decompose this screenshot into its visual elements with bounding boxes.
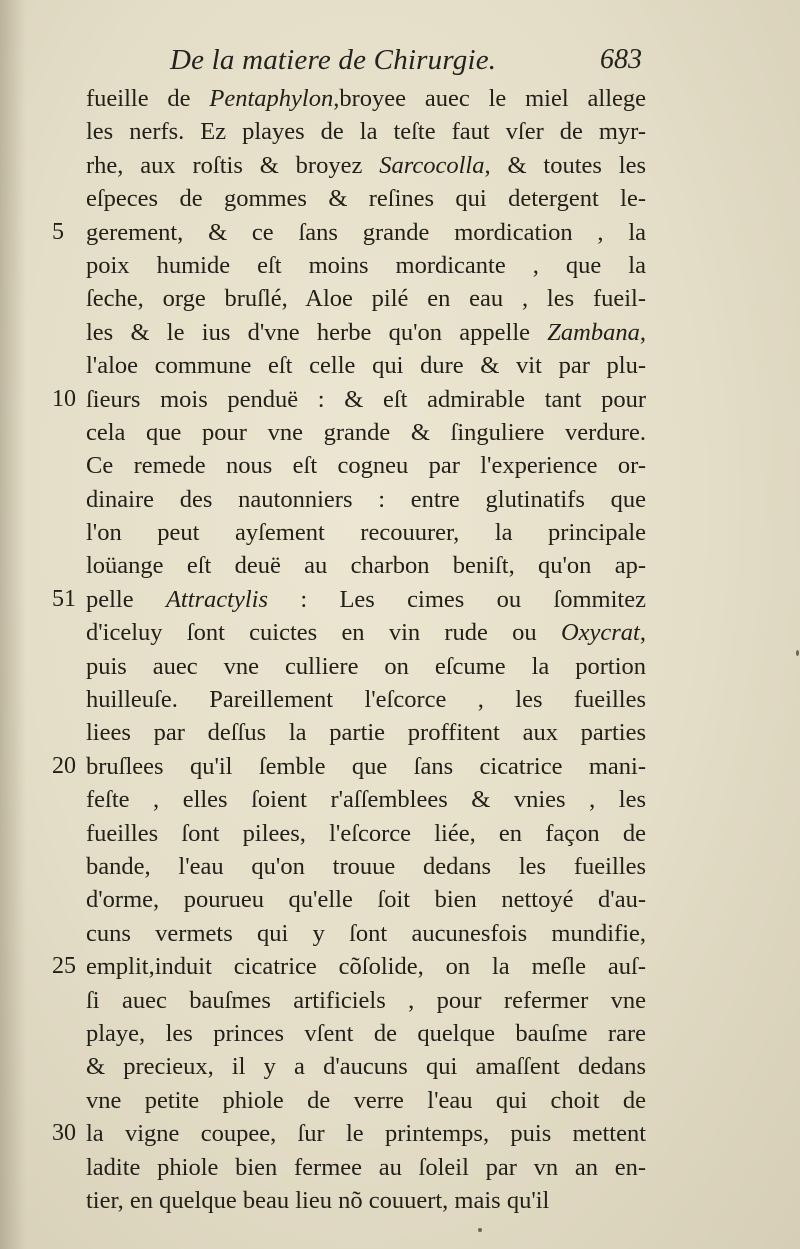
italic-term: Zambana	[547, 318, 640, 346]
text-line	[52, 1117, 646, 1150]
text-line	[86, 1050, 646, 1083]
text-segment: tier, en quelque beau lieu nõ couuert, mais qu'il	[86, 1186, 550, 1214]
text-line	[86, 650, 646, 683]
text-segment: les & le ius d'vne herbe qu'on appelle	[86, 318, 548, 346]
text-line	[86, 449, 646, 482]
body-text	[52, 82, 646, 1217]
text-segment: & precieux, il y a d'aucuns qui amaſſent dedans	[86, 1053, 646, 1081]
text-line	[52, 216, 646, 249]
text-segment: d'orme, pourueu qu'elle ſoit bien nettoyé d'au-	[86, 886, 646, 914]
text-line	[86, 883, 646, 916]
text-segment: vne petite phiole de verre l'eau qui choit de	[86, 1086, 646, 1114]
text-line	[86, 850, 646, 883]
line-number: 5	[52, 218, 64, 245]
ink-speck	[796, 650, 799, 656]
line-number: 20	[52, 752, 76, 779]
text-line	[86, 82, 646, 115]
text-line	[86, 1017, 646, 1050]
text-line	[86, 483, 646, 516]
text-segment: gerement, & ce ſans grande mordication , la	[86, 218, 646, 246]
text-line	[86, 1151, 646, 1184]
text-segment: fueilles ſont pilees, l'eſcorce liée, en façon de	[86, 819, 646, 847]
italic-term: Oxycrat	[560, 619, 640, 647]
italic-term: Pentaphylon	[209, 85, 334, 112]
text-line	[86, 683, 646, 716]
text-segment: ſieurs mois penduë : & eſt admirable tant pour	[86, 385, 646, 413]
text-segment: l'on peut ayſement recouurer, la principale	[86, 519, 646, 547]
text-line	[86, 282, 646, 315]
text-line	[86, 549, 646, 582]
text-segment: ,	[639, 619, 646, 647]
text-segment: ladite phiole bien fermee au ſoleil par vn an en-	[86, 1153, 646, 1181]
text-line	[86, 182, 646, 215]
text-segment: d'iceluy ſont cuictes en vin rude ou	[86, 619, 561, 647]
text-segment: playe, les princes vſent de quelque bauſme rare	[86, 1019, 646, 1047]
text-segment: pelle	[86, 585, 166, 613]
text-line	[86, 516, 646, 549]
running-head-title: De la matiere de Chirurgie.	[170, 44, 497, 76]
text-segment: liees par deſſus la partie proffitent aux parties	[86, 719, 646, 747]
italic-term: Sarcocolla	[379, 151, 485, 179]
text-line	[52, 583, 646, 616]
text-segment: huilleuſe. Pareillement l'eſcorce , les fueilles	[86, 686, 646, 714]
text-line	[86, 316, 646, 349]
text-line	[86, 783, 646, 816]
text-line	[86, 716, 646, 749]
running-head	[170, 44, 650, 84]
text-segment: cuns vermets qui y ſont aucunesfois mundifie,	[86, 919, 646, 947]
text-segment: poix humide eſt moins mordicante , que la	[86, 251, 646, 279]
text-segment: la vigne coupee, ſur le printemps, puis mettent	[86, 1120, 646, 1148]
text-line	[52, 750, 646, 783]
line-number: 25	[52, 953, 76, 980]
line-number: 30	[52, 1120, 76, 1147]
ink-speck	[478, 1228, 482, 1232]
text-segment: ,broyee auec le miel allege	[333, 85, 646, 112]
line-number: 10	[52, 385, 76, 412]
text-segment: emplit,induit cicatrice cõſolide, on la meſle auſ-	[86, 953, 646, 981]
italic-term: Attractylis	[165, 585, 269, 613]
text-line	[86, 817, 646, 850]
text-segment: l'aloe commune eſt celle qui dure & vit par plu-	[86, 352, 646, 380]
text-segment: bande, l'eau qu'on trouue dedans les fueilles	[86, 852, 646, 880]
text-segment: eſpeces de gommes & reſines qui detergent le-	[86, 185, 646, 213]
text-segment: puis auec vne culliere on eſcume la portion	[86, 652, 646, 680]
text-segment: cela que pour vne grande & ſinguliere verdure.	[86, 418, 646, 446]
text-line	[52, 383, 646, 416]
text-line	[86, 1084, 646, 1117]
text-segment: bruſlees qu'il ſemble que ſans cicatrice mani-	[86, 752, 646, 780]
text-segment: , & toutes les	[484, 151, 646, 179]
text-segment: dinaire des nautonniers : entre glutinatifs que	[86, 485, 646, 513]
text-line	[86, 115, 646, 148]
text-segment: fueille de	[86, 85, 210, 112]
text-line	[86, 249, 646, 282]
text-line	[86, 1184, 646, 1217]
text-segment: feſte , elles ſoient r'aſſemblees & vnies , les	[86, 786, 646, 814]
text-segment: rhe, aux roſtis & broyez	[86, 151, 380, 179]
text-segment: ſi auec bauſmes artificiels , pour refermer vne	[86, 986, 646, 1014]
text-segment: loüange eſt deuë au charbon beniſt, qu'on ap-	[86, 552, 646, 580]
text-line	[86, 984, 646, 1017]
text-line	[86, 917, 646, 950]
text-segment: Ce remede nous eſt cogneu par l'experience or-	[86, 452, 646, 480]
text-segment: ,	[639, 318, 646, 346]
text-line	[86, 616, 646, 649]
line-number: 51	[52, 585, 76, 612]
text-segment: ſeche, orge bruſlé, Aloe pilé en eau , les fueil-	[86, 285, 646, 313]
text-segment: les nerfs. Ez playes de la teſte faut vſer de myr-	[86, 118, 646, 146]
text-line	[52, 950, 646, 983]
text-line	[86, 349, 646, 382]
text-segment: : Les cimes ou ſommitez	[268, 585, 646, 613]
gutter-shadow	[0, 0, 26, 1249]
text-line	[86, 149, 646, 182]
text-line	[86, 416, 646, 449]
page-number: 683	[600, 44, 642, 75]
